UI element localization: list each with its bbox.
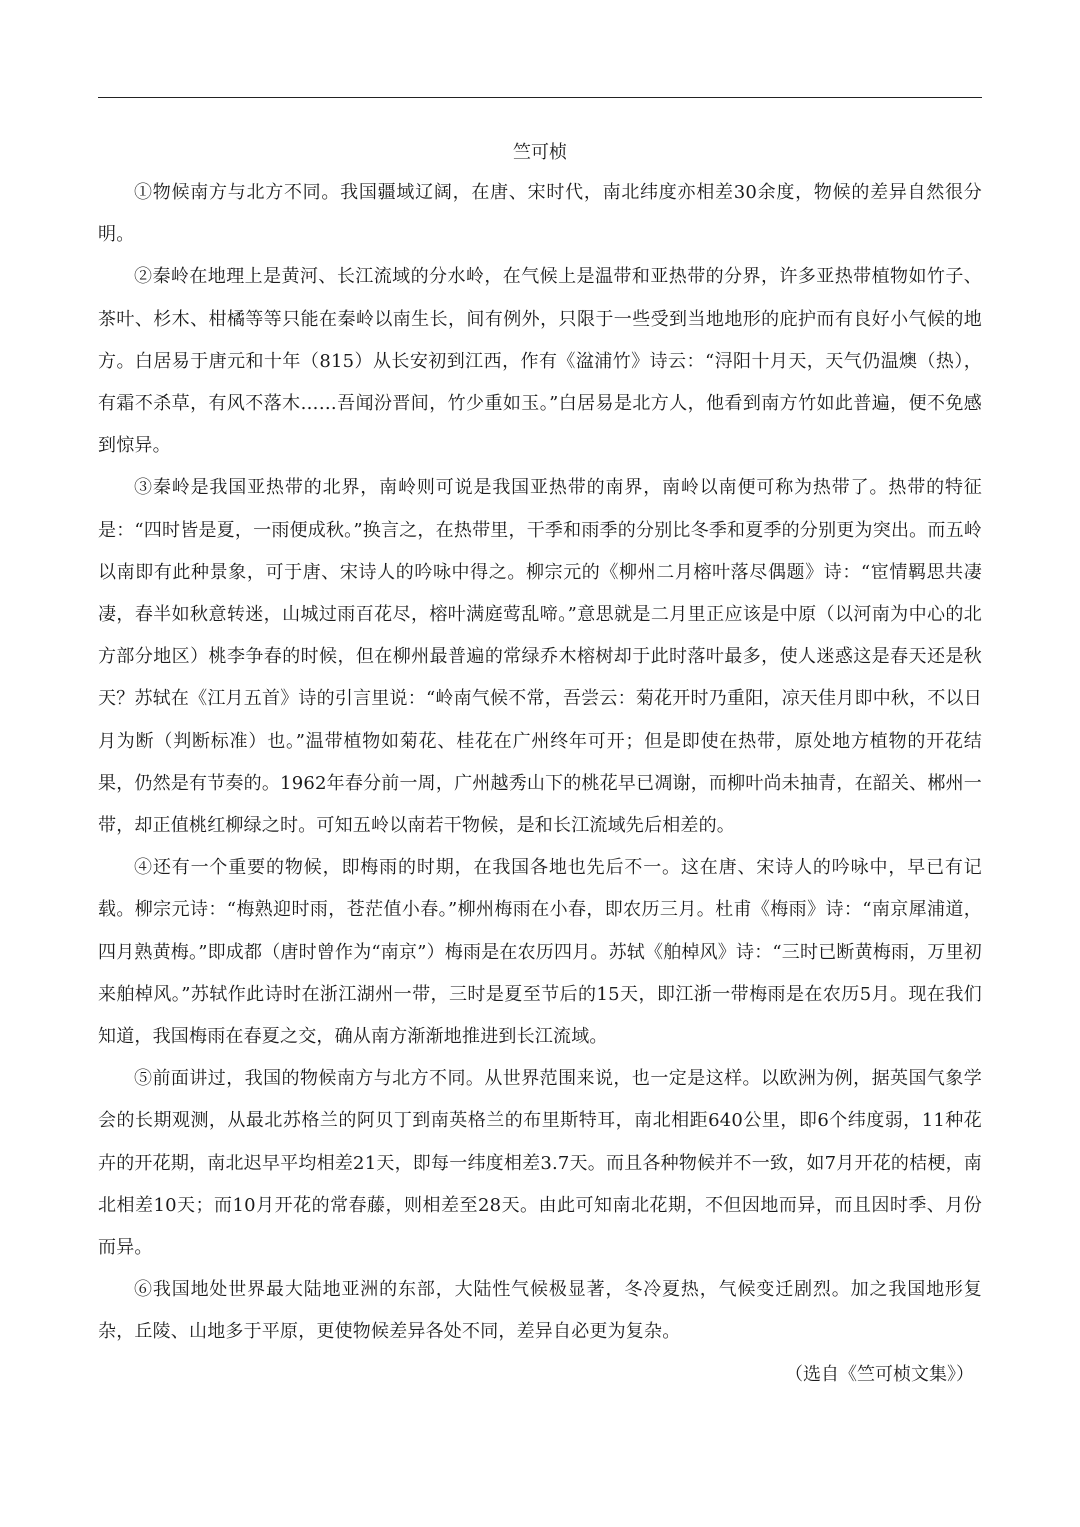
author-name: 竺可桢 [513,142,567,163]
paragraph-2: ②秦岭在地理上是黄河、长江流域的分水岭，在气候上是温带和亚热带的分界，许多亚热带植物如竹子、茶叶、杉木、柑橘等等只能在秦岭以南生长，间有例外，只限于一些受到当地地形的庇护而有良好小气候的地方。白居易于唐元和十年（815）从长安初到江西，作有《湓浦竹》诗云：“浔阳十月天，天气仍温燠（热），有霜不杀草，有风不落木……吾闻汾晋间，竹少重如玉。”白居易是北方人，他看到南方竹如此普遍，便不免感到惊异。 [98,266,982,457]
paragraph-4: ④还有一个重要的物候，即梅雨的时期，在我国各地也先后不一。这在唐、宋诗人的吟咏中，早已有记载。柳宗元诗：“梅熟迎时雨，苍茫值小春。”柳州梅雨在小春，即农历三月。杜甫《梅雨》诗：“南京犀浦道，四月熟黄梅。”即成都（唐时曾作为“南京”）梅雨是在农历四月。苏轼《舶棹风》诗：“三时已断黄梅雨，万里初来舶棹风。”苏轼作此诗时在浙江湖州一带，三时是夏至节后的15天，即江浙一带梅雨是在农历5月。现在我们知道，我国梅雨在春夏之交，确从南方渐渐地推进到长江流域。 [98,857,983,1048]
paragraph-5: ⑤前面讲过，我国的物候南方与北方不同。从世界范围来说，也一定是这样。以欧洲为例，据英国气象学会的长期观测，从最北苏格兰的阿贝丁到南英格兰的布里斯特耳，南北相距640公里，即6个纬度弱，11种花卉的开花期，南北迟早平均相差21天，即每一纬度相差3.7天。而且各种物候并不一致，如7月开花的桔梗，南北相差10天；而10月开花的常春藤，则相差至28天。由此可知南北花期，不但因地而异，而且因时季、月份而异。 [98,1068,982,1259]
paragraph-3: ③秦岭是我国亚热带的北界，南岭则可说是我国亚热带的南界，南岭以南便可称为热带了。热带的特征是：“四时皆是夏，一雨便成秋。”换言之，在热带里，干季和雨季的分别比冬季和夏季的分别更为突出。而五岭以南即有此种景象，可于唐、宋诗人的吟咏中得之。柳宗元的《柳州二月榕叶落尽偶题》诗：“宦情羁思共凄凄，春半如秋意转迷，山城过雨百花尽，榕叶满庭莺乱啼。”意思就是二月里正应该是中原（以河南为中心的北方部分地区）桃李争春的时候，但在柳州最普遍的常绿乔木榕树却于此时落叶最多，使人迷惑这是春天还是秋天？苏轼在《江月五首》诗的引言里说：“岭南气候不常，吾尝云：菊花开时乃重阳，凉天佳月即中秋，不以日月为断（判断标准）也。”温带植物如菊花、桂花在广州终年可开；但是即使在热带，原处地方植物的开花结果，仍然是有节奏的。1962年春分前一周，广州越秀山下的桃花早已凋谢，而柳叶尚未抽青，在韶关、郴州一带，却正值桃红柳绿之时。可知五岭以南若干物候，是和长江流域先后相差的。 [98,477,982,837]
paragraph-6: ⑥我国地处世界最大陆地亚洲的东部，大陆性气候极显著，冬冷夏热，气候变迁剧烈。加之我国地形复杂，丘陵、山地多于平原，更使物候差异各处不同，差异自必更为复杂。 [98,1279,982,1343]
paragraph-1: ①物候南方与北方不同。我国疆域辽阔，在唐、宋时代，南北纬度亦相差30余度，物候的差异自然很分明。 [98,182,982,246]
header-rule [98,97,982,98]
article [98,136,982,1392]
source-citation: （选自《竺可桢文集》） [785,1363,974,1385]
